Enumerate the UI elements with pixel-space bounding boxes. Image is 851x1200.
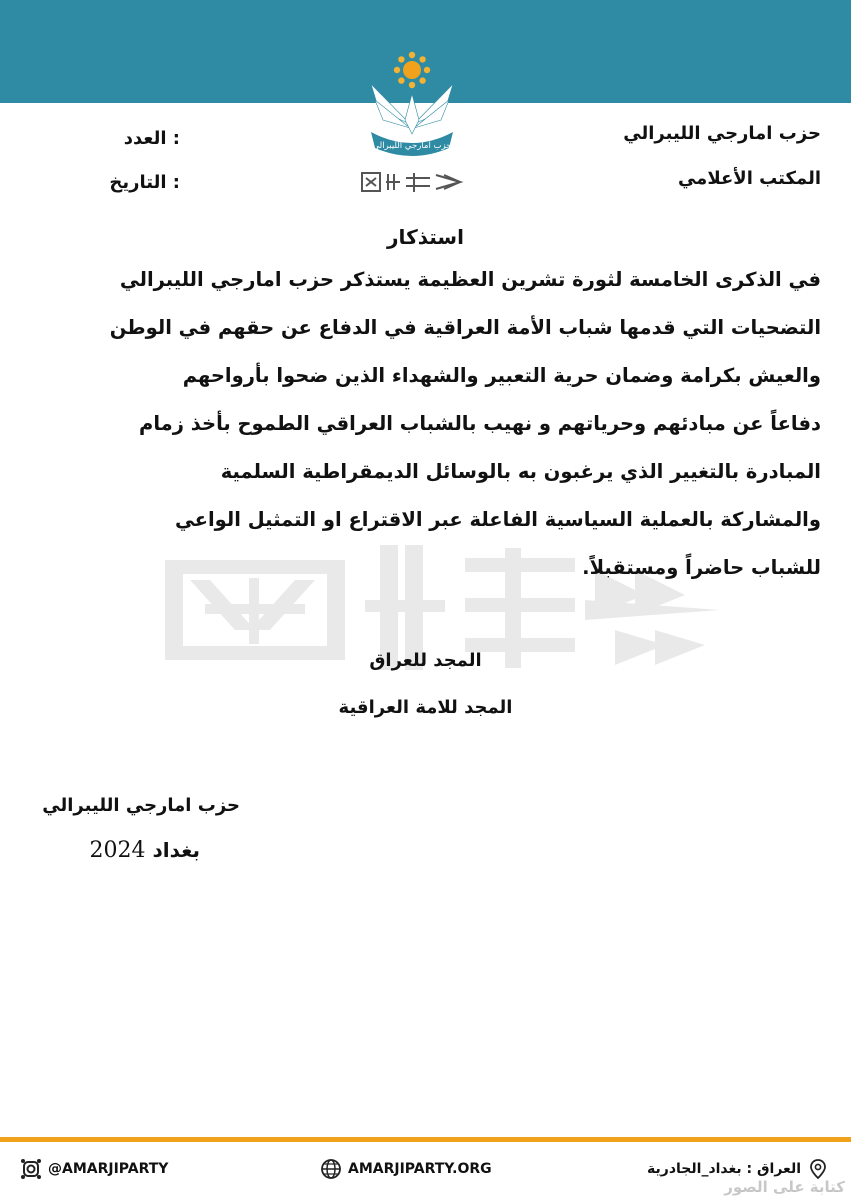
number-label: العدد : [123,128,180,149]
body-line: التضحيات التي قدمها شباب الأمة العراقية في الدفاع عن حقهم في الوطن [109,316,821,339]
cuneiform-icon [360,170,465,194]
eagle-icon [371,84,453,134]
media-office: المكتب الأعلامي [677,168,821,189]
social-handle: @AMARJIPARTY [48,1161,169,1177]
body-line: والعيش بكرامة وضمان حرية التعبير والشهداء الذين ضحوا بأرواحهم [182,364,821,387]
document-title: استذكار [387,225,464,249]
address-text: العراق : بغداد_الجادرية [647,1161,801,1177]
date-label: التاريخ : [109,172,180,193]
body-line: للشباب حاضراً ومستقبلاً. [582,556,821,579]
website-url: AMARJIPARTY.ORG [348,1161,492,1177]
sun-icon [394,52,430,88]
party-logo [357,50,467,162]
globe-icon [320,1158,342,1180]
footer-divider [0,1137,851,1142]
social-icon [20,1158,42,1180]
body-line: المبادرة بالتغيير الذي يرغبون به بالوسائل الديمقراطية السلمية [220,460,821,483]
body-line: في الذكرى الخامسة لثورة تشرين العظيمة يستذكر حزب امارجي الليبرالي [119,268,821,291]
footer-website[interactable] [320,1158,492,1180]
signature-party: حزب امارجي الليبرالي [42,795,240,816]
body-line: والمشاركة بالعملية السياسية الفاعلة عبر الاقتراع او التمثيل الواعي [174,508,821,531]
closing-line: المجد للامة العراقية [338,697,513,718]
body-line: دفاعاً عن مبادئهم وحرياتهم و نهيب بالشباب العراقي الطموح بأخذ زمام [139,412,821,435]
image-watermark: كتابة على الصور [724,1178,845,1196]
logo-text: حزب امارجي الليبرالي [372,141,452,151]
signature-year: 2024 [89,838,146,863]
footer-social[interactable] [20,1158,168,1180]
location-pin-icon [807,1158,829,1180]
signature-date [60,838,200,863]
footer-address [647,1158,829,1180]
closing-line: المجد للعراق [369,650,482,671]
signature-city: بغداد [152,838,200,862]
party-name: حزب امارجي الليبرالي [623,123,821,144]
